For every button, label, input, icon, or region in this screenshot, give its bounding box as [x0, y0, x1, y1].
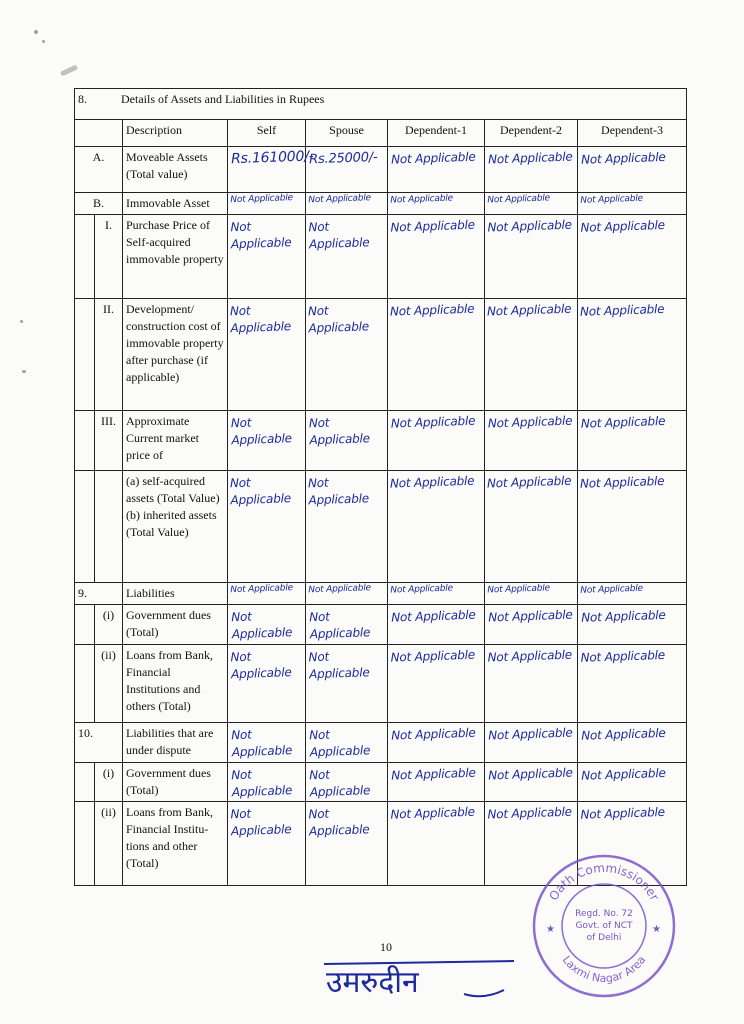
- row-label: (i): [95, 605, 123, 645]
- handwritten-value: Not Applicable: [386, 800, 486, 887]
- handwritten-value: Not Applicable: [304, 213, 389, 300]
- handwritten-value: Not Applicable: [577, 721, 687, 765]
- col-dependent-3: Dependent-3: [578, 120, 687, 147]
- handwritten-value: Not Applicable: [304, 297, 390, 412]
- scan-speck: [42, 40, 45, 43]
- col-dependent-1: Dependent-1: [388, 120, 485, 147]
- handwritten-value: Not Applicable: [226, 643, 307, 724]
- handwritten-value: Not Applicable: [227, 191, 306, 216]
- seal-govt: Govt. of NCT: [575, 921, 633, 931]
- handwritten-value: Not Applicable: [227, 603, 306, 646]
- handwritten-value: Not Applicable: [484, 603, 578, 646]
- page-number: 10: [380, 940, 392, 954]
- row-label: (ii): [95, 645, 123, 723]
- handwritten-value: Not Applicable: [577, 603, 687, 647]
- indent-cell: [75, 411, 95, 471]
- section-title: Details of Assets and Liabilities in Rupees: [121, 92, 325, 106]
- row-description: Immovable Asset: [123, 193, 228, 215]
- svg-text:Laxmi Nagar Area: [560, 953, 649, 985]
- handwritten-value: Not Applicable: [576, 800, 688, 888]
- handwritten-value: Not Applicable: [387, 761, 485, 803]
- handwritten-value: Not Applicable: [304, 643, 389, 724]
- seal-regd: Regd. No. 72: [575, 909, 633, 919]
- scan-speck: [20, 320, 23, 323]
- handwritten-value: Not Applicable: [483, 643, 579, 724]
- handwritten-value: Not Applicable: [576, 409, 687, 473]
- seal-delhi: of Delhi: [586, 933, 622, 943]
- handwritten-value: Not Applicable: [226, 297, 308, 412]
- handwritten-value: Not Applicable: [577, 761, 687, 804]
- handwritten-value: Not Applicable: [483, 409, 578, 472]
- handwritten-value: Not Applicable: [226, 213, 307, 300]
- moveable-line1: Moveable Assets: [126, 150, 208, 164]
- signature-text: उमरुदीन: [326, 965, 419, 1000]
- handwritten-value: Not Applicable: [226, 409, 306, 472]
- handwritten-value: Not Applicable: [305, 721, 388, 764]
- handwritten-value: Not Applicable: [304, 800, 389, 887]
- scan-speck: [22, 370, 26, 373]
- scan-speck: [60, 64, 78, 76]
- handwritten-value: Not Applicable: [576, 643, 688, 725]
- handwritten-value: Not Applicable: [305, 581, 388, 606]
- handwritten-value: Not Applicable: [227, 581, 306, 606]
- handwritten-value: Not Applicable: [483, 469, 580, 584]
- row-description: Loans from Bank, Financial Institutions and others (Total): [123, 645, 228, 723]
- seal-top-text: Oath Commissioner: [546, 860, 662, 903]
- row-description: Purchase Price of Self-acquired immovable property: [123, 215, 228, 299]
- handwritten-value: Not Applicable: [576, 469, 689, 585]
- handwritten-value: Not Applicable: [484, 581, 578, 606]
- handwritten-value: Not Applicable: [387, 191, 485, 216]
- moveable-spouse-value: Rs.25000/-: [305, 145, 389, 194]
- handwritten-value: Not Applicable: [305, 191, 388, 216]
- row-description: Liabilities that are under dispute: [123, 723, 228, 763]
- handwritten-value: Not Applicable: [484, 191, 578, 216]
- moveable-dep3-value: Not Applicable: [577, 145, 688, 195]
- moveable-self-value: Rs.161000/-: [227, 145, 307, 194]
- seal-bottom-text: Laxmi Nagar Area: [559, 953, 649, 986]
- row-description: [123, 147, 228, 193]
- handwritten-value: Not Applicable: [387, 603, 485, 646]
- handwritten-value: Not Applicable: [484, 761, 578, 803]
- col-dependent-2: Dependent-2: [485, 120, 578, 147]
- moveable-line2: (Total value): [126, 167, 188, 181]
- row-label: III.: [95, 411, 123, 471]
- handwritten-value: Not Applicable: [577, 191, 687, 217]
- indent-cell: [75, 299, 95, 411]
- seal-star-icon: ★: [546, 924, 555, 935]
- handwritten-value: Not Applicable: [386, 213, 486, 300]
- indent-cell: [95, 471, 123, 583]
- row-description: Government dues (Total): [123, 605, 228, 645]
- row-label: B.: [75, 193, 123, 215]
- handwritten-value: Not Applicable: [386, 297, 487, 412]
- handwritten-value: Not Applicable: [386, 469, 487, 584]
- indent-cell: [75, 605, 95, 645]
- row-description: Loans from Bank, Financial Institu- tions and other (Total): [123, 802, 228, 886]
- header-blank: [75, 120, 123, 147]
- handwritten-value: Not Applicable: [304, 469, 390, 584]
- row-label: 10.: [75, 723, 123, 763]
- col-spouse: Spouse: [306, 120, 388, 147]
- section-number: 8.: [78, 92, 87, 106]
- indent-cell: [75, 215, 95, 299]
- handwritten-value: Not Applicable: [387, 721, 485, 764]
- scan-speck: [34, 30, 38, 34]
- section-header: [75, 89, 687, 120]
- handwritten-value: Not Applicable: [386, 409, 485, 472]
- handwritten-value: Not Applicable: [386, 643, 486, 724]
- row-label: 9.: [75, 583, 123, 605]
- row-description: Development/ construction cost of immovable property after purchase (if applicable): [123, 299, 228, 411]
- indent-cell: [75, 471, 95, 583]
- row-label: II.: [95, 299, 123, 411]
- handwritten-value: Not Applicable: [227, 761, 306, 803]
- indent-cell: [75, 763, 95, 802]
- handwritten-value: Not Applicable: [387, 581, 485, 606]
- svg-text:Oath Commissioner: [546, 861, 661, 903]
- row-description: Government dues (Total): [123, 763, 228, 802]
- handwritten-value: Not Applicable: [483, 213, 579, 300]
- handwritten-value: Not Applicable: [576, 213, 688, 301]
- moveable-dep2-value: Not Applicable: [484, 145, 579, 194]
- col-self: Self: [228, 120, 306, 147]
- handwritten-value: Not Applicable: [226, 469, 308, 584]
- handwritten-value: Not Applicable: [226, 800, 307, 887]
- indent-cell: [75, 802, 95, 886]
- row-label: (i): [95, 763, 123, 802]
- handwritten-value: Not Applicable: [227, 721, 306, 764]
- oath-commissioner-seal: [530, 852, 678, 1000]
- signature: [314, 948, 534, 1008]
- moveable-dep1-value: Not Applicable: [387, 145, 486, 194]
- handwritten-value: Not Applicable: [576, 297, 689, 413]
- row-description: Approximate Current market price of: [123, 411, 228, 471]
- row-description: (a) self-acquired assets (Total Value) (b) inherited assets (Total Value): [123, 471, 228, 583]
- row-description: Liabilities: [123, 583, 228, 605]
- handwritten-value: Not Applicable: [483, 800, 579, 887]
- seal-star-icon: ★: [652, 924, 661, 935]
- handwritten-value: Not Applicable: [305, 761, 388, 803]
- handwritten-value: Not Applicable: [304, 409, 388, 472]
- handwritten-value: Not Applicable: [484, 721, 578, 764]
- row-label: (ii): [95, 802, 123, 886]
- assets-liabilities-table: [74, 88, 687, 886]
- indent-cell: [75, 645, 95, 723]
- handwritten-value: Not Applicable: [577, 581, 687, 607]
- handwritten-value: Not Applicable: [483, 297, 580, 412]
- row-label: I.: [95, 215, 123, 299]
- handwritten-value: Not Applicable: [305, 603, 388, 646]
- col-description: Description: [123, 120, 228, 147]
- row-label: A.: [75, 147, 123, 193]
